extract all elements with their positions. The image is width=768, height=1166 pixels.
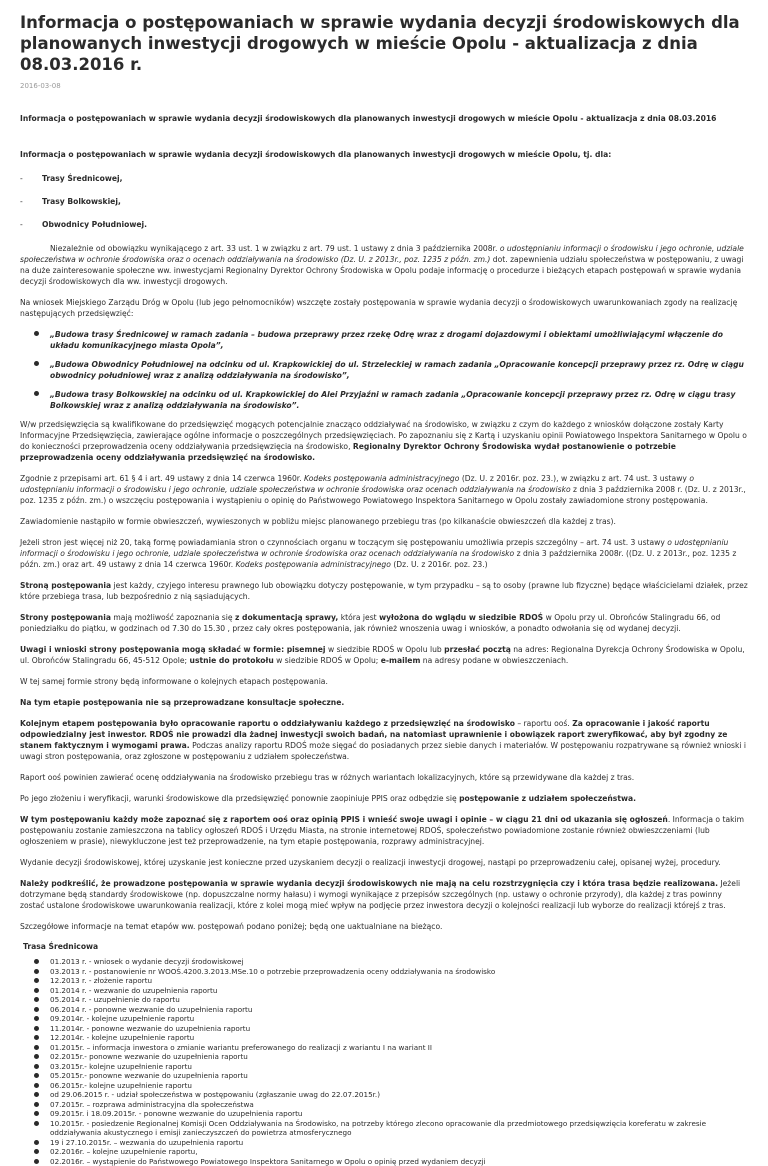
text-bold: Kolejnym etapem postępowania było opracowanie raportu o oddziaływaniu każdego z przedsięwzięć na środowisko — [20, 719, 515, 728]
intro-paragraph: Informacja o postępowaniach w sprawie wydania decyzji środowiskowych dla planowanych inwestycji drogowych w mieście Opolu, tj. dla: — [20, 149, 748, 160]
road-item — [20, 220, 748, 229]
text-italic: o udostępnianiu informacji o środowisku i jego ochronie, udziale społeczeństwa w ochronie środowiska oraz o ocenach oddziaływania na środowisko (Dz. U. z 2013r., poz. 1235 z późn. zm.) — [20, 244, 744, 264]
text-bold: Stroną postępowania — [20, 581, 111, 590]
timeline-item: 09.2014r. - kolejne uzupełnienie raportu — [34, 1014, 748, 1024]
road-label: Trasy Średnicowej, — [42, 174, 123, 183]
list-item: „Budowa Obwodnicy Południowej na odcinku od ul. Krapkowickiej do ul. Strzeleckiej w ramach zadania „Opracowanie koncepcji przeprawy przez rz. Odrę w ciągu obwodnicy południowej wraz z analizą oddziaływania na środowisko”, — [34, 359, 748, 381]
paragraph: Szczegółowe informacje na temat etapów ww. postępowań podano poniżej; będą one uaktualniane na bieżąco. — [20, 921, 748, 932]
page-title: Informacja o postępowaniach w sprawie wydania decyzji środowiskowych dla planowanych inwestycji drogowych w mieście Opolu - aktualizacja z dnia 08.03.2016 r. — [20, 12, 748, 75]
timeline-item: 03.2013 r. - postanowienie nr WOOŚ.4200.3.2013.MSe.10 o potrzebie przeprowadzenia oceny oddziaływania na środowisko — [34, 967, 748, 977]
text: . Informacja o takim postępowaniu zostanie zamieszczona na tablicy ogłoszeń RDOŚ i Urzędu Miasta, na stronie internetowej RDOŚ, społeczeństwo powiadomione zostanie również obwieszczeniami (lub ogłoszeniem w prasie), niewykluczone jest też przeprowadzenie, na tym etapie postępowania, rozprawy administracyjnej. — [20, 815, 744, 846]
timeline-item: od 29.06.2015 r. - udział społeczeństwa w postępowaniu (zgłaszanie uwag do 22.07.2015r.) — [34, 1090, 748, 1100]
text-bold: wyłożona do wglądu w siedzibie RDOŚ — [379, 613, 543, 622]
publish-date: 2016-03-08 — [20, 82, 748, 90]
timeline-item: 19 i 27.10.2015r. – wezwania do uzupełnienia raportu — [34, 1138, 748, 1148]
text-bold: postępowanie z udziałem społeczeństwa. — [459, 794, 636, 803]
text-bold: Na tym etapie postępowania nie są przeprowadzane konsultacje społeczne. — [20, 698, 344, 707]
paragraph: Wydanie decyzji środowiskowej, której uzyskanie jest konieczne przed uzyskaniem decyzji o realizacji inwestycji drogowej, nastąpi po przeprowadzeniu całej, opisanej wyżej, procedury. — [20, 857, 748, 868]
timeline-list — [20, 957, 748, 1166]
timeline-item: 02.2015r.- ponowne wezwanie do uzupełnienia raportu — [34, 1052, 748, 1062]
text-bold: ustnie do protokołu — [190, 656, 274, 665]
text: Po jego złożeniu i weryfikacji, warunki środowiskowe dla przedsięwzięć ponownie zaopiniuje PPIS oraz odbędzie się — [20, 794, 459, 803]
text-italic: Kodeks postępowania administracyjnego — [236, 560, 391, 569]
timeline-item: 11.2014r. - ponowne wezwanie do uzupełnienia raportu — [34, 1024, 748, 1034]
timeline-item: 10.2015r. - posiedzenie Regionalnej Komisji Ocen Oddziaływania na Środowisko, na potrzeby którego zlecono opracowanie dla przedmiotowego przedsięwzięcia koreferatu w zakresie oddziaływania akustycznego i emisji zanieczyszczeń do powietrza atmosferycznego — [34, 1119, 748, 1138]
list-item: „Budowa trasy Bolkowskiej na odcinku od ul. Krapkowickiej do Alei Przyjaźni w ramach zadania „Opracowanie koncepcji przeprawy przez rz. Odrę w ciągu trasy Bolkowskiej wraz z analizą oddziaływania na środowisko”. — [34, 389, 748, 411]
text: W/w przedsięwzięcia są kwalifikowane do przedsięwzięć mogących potencjalnie znacząco oddziaływać na środowisko, w związku z czym do każdego z wniosków dołączone zostały Karty Informacyjne Przedsięwzięcia, zawierające ogólne informacje o poszczególnych przedsięwzięciach. Po zapoznaniu się z Kartą i uzyskaniu opinii Powiatowego Inspektora Sanitarnego w Opolu o do konieczności przeprowadzenia oceny oddziaływania przedsięwzięcia na środowisko, — [20, 420, 747, 451]
timeline-item: 02.2016r. – kolejne uzupełnienie raportu, — [34, 1147, 748, 1157]
road-label: Trasy Bolkowskiej, — [42, 197, 121, 206]
timeline-item: 02.2016r. – wystąpienie do Państwowego Powiatowego Inspektora Sanitarnego w Opolu o opinię przed wydaniem decyzji — [34, 1157, 748, 1166]
text: dot. zapewnienia udziału społeczeństwa w postępowaniu, z uwagi na duże zainteresowanie społeczne ww. inwestycjami Regionalny Dyrektor Ochrony Środowiska w Opolu podaje informację o procedurze i bieżących etapach postępowań w sprawie wydania decyzji środowiskowych dla ww. inwestycji drogowych. — [20, 255, 743, 286]
text-italic: o udostępnianiu informacji o środowisku i jego ochronie, udziale społeczeństwa w ochronie środowiska oraz ocenach oddziaływania na środowisko — [20, 538, 728, 558]
paragraph: Zawiadomienie nastąpiło w formie obwieszczeń, wywieszonych w pobliżu miejsc planowanego przebiegu tras (po kilkanaście obwieszczeń dla każdej z tras). — [20, 516, 748, 527]
text: w Opolu przy ul. Obrońców Stalingradu 66, od poniedziałku do piątku, w godzinach od 7.30 do 15.30 , przez cały okres postępowania, jak również wnoszenia uwag i wniosków, a ponadto odwołania się od wydanej decyzji. — [20, 613, 720, 633]
text-bold: W tym postępowaniu każdy może zapoznać się z raportem ooś oraz opinią PPIS i wnieść swoje uwagi i opinie – w ciągu 21 dni od ukazania się ogłoszeń — [20, 815, 668, 824]
text: Jeżeli stron jest więcej niż 20, taką formę powiadamiania stron o czynnościach organu w toczącym się postępowaniu umożliwia przepis szczególny – art. 74 ust. 3 ustawy — [20, 538, 667, 547]
text: Podczas analizy raportu RDOŚ może sięgać do posiadanych przez siebie danych i materiałów. W postępowaniu rozpatrywane są również wnioski i uwagi stron postępowania, oraz zgłoszone w postępowaniu z udziałem społeczeństwa. — [20, 741, 746, 761]
timeline-item: 05.2014 r. - uzupełnienie do raportu — [34, 995, 748, 1005]
text: na adres: Regionalna Dyrekcja Ochrony Środowiska w Opolu, ul. Obrońców Stalingradu 66, 45-512 Opole; — [20, 645, 745, 665]
text-bold: e-mailem — [381, 656, 421, 665]
text: z dnia 3 października 2008 r. (Dz. U. z 2013r., poz. 1235 z późn. zm.) o wszczęciu postępowania i wystąpieniu o opinię do Państwowego Powiatowego Inspektora Sanitarnego w Opolu zostały zawiadomione strony postępowania. — [20, 485, 746, 505]
paragraph: W tej samej formie strony będą informowane o kolejnych etapach postępowania. — [20, 676, 748, 687]
text: mają możliwość zapoznania się — [111, 613, 235, 622]
paragraph — [20, 537, 748, 570]
paragraph — [20, 878, 748, 911]
text-italic: o udostępnianiu informacji o środowisku i jego ochronie, udziale społeczeństwa w ochronie środowiska oraz ocenach oddziaływania na środowisko — [20, 474, 694, 494]
timeline-item: 12.2013 r. - złożenie raportu — [34, 976, 748, 986]
project-list — [20, 329, 748, 411]
text: – raportu ooś. — [515, 719, 572, 728]
paragraph — [20, 814, 748, 847]
paragraph — [20, 580, 748, 602]
text: w siedzibie RDOŚ w Opolu; — [274, 656, 381, 665]
paragraph: Raport ooś powinien zawierać ocenę oddziaływania na środowisko przebiegu tras w różnych wariantach lokalizacyjnych, które są przewidywane dla każdej z tras. — [20, 772, 748, 783]
paragraph — [20, 793, 748, 804]
text-bold: Regionalny Dyrektor Ochrony Środowiska wydał postanowienie o potrzebie przeprowadzenia oceny oddziaływania przedsięwzięć na środowisko. — [20, 442, 676, 462]
timeline-item: 06.2015r.- kolejne uzupełnienie raportu — [34, 1081, 748, 1091]
list-item: „Budowa trasy Średnicowej w ramach zadania – budowa przeprawy przez rzekę Odrę wraz z drogami dojazdowymi i obiektami umożliwiającymi włączenie do układu komunikacyjnego miasta Opola”, — [34, 329, 748, 351]
road-item — [20, 174, 748, 183]
text-bold: Za opracowanie i jakość raportu odpowiedzialny jest inwestor. RDOŚ nie prowadzi dla żadnej inwestycji swoich badań, na natomiast uprawnienie i obowiązek raport zweryfikować, aby był zgodny ze stanem faktycznym i wymogami prawa. — [20, 719, 727, 750]
timeline-item: 09.2015r. i 18.09.2015r. - ponowne wezwanie do uzupełnienia raportu — [34, 1109, 748, 1119]
dash-marker: - — [20, 220, 42, 229]
text-bold: przesłać pocztą — [444, 645, 511, 654]
text: która jest — [338, 613, 379, 622]
lead-paragraph: Informacja o postępowaniach w sprawie wydania decyzji środowiskowych dla planowanych inwestycji drogowych w mieście Opolu - aktualizacja z dnia 08.03.2016 — [20, 113, 748, 124]
timeline-item: 03.2015r.- kolejne uzupełnienie raportu — [34, 1062, 748, 1072]
timeline-item: 06.2014 r. - ponowne wezwanie do uzupełnienia raportu — [34, 1005, 748, 1015]
text-bold: Należy podkreślić, że prowadzone postępowania w sprawie wydania decyzji środowiskowych nie mają na celu rozstrzygnięcia czy i która trasa będzie realizowana. — [20, 879, 718, 888]
text: Niezależnie od obowiązku wynikającego z art. 33 ust. 1 w związku z art. 79 ust. 1 ustawy z dnia 3 października 2008r. — [50, 244, 500, 253]
timeline-item: 07.2015r. – rozprawa administracyjna dla społeczeństwa — [34, 1100, 748, 1110]
paragraph — [20, 419, 748, 463]
road-label: Obwodnicy Południowej. — [42, 220, 147, 229]
paragraph — [20, 243, 748, 287]
road-item — [20, 197, 748, 206]
text: na adresy podane w obwieszczeniach. — [420, 656, 568, 665]
timeline-item: 01.2014 r. - wezwanie do uzupełnienia raportu — [34, 986, 748, 996]
text: w siedzibie RDOŚ w Opolu lub — [326, 645, 445, 654]
paragraph — [20, 697, 748, 708]
paragraph: Na wniosek Miejskiego Zarządu Dróg w Opolu (lub jego pełnomocników) wszczęte zostały postępowania w sprawie wydania decyzji o środowiskowych uwarunkowaniach zgody na realizację następujących przedsięwzięć: — [20, 297, 748, 319]
text: (Dz. U. z 2016r. poz. 23.), w związku z art. 74 ust. 3 ustawy — [459, 474, 689, 483]
timeline-item: 12.2014r. - kolejne uzupełnienie raportu — [34, 1033, 748, 1043]
text: z dnia 3 października 2008r. ((Dz. U. z 2013r., poz. 1235 z późn. zm.) oraz art. 49 ustawy z dnia 14 czerwca 1960r. — [20, 549, 736, 569]
paragraph — [20, 473, 748, 506]
text-italic: Kodeks postępowania administracyjnego — [304, 474, 459, 483]
text-bold: z dokumentacją sprawy, — [235, 613, 338, 622]
text: Jeżeli dotrzymane będą standardy środowiskowe (np. dopuszczalne normy hałasu) i wymogi wynikające z przepisów szczególnych (np. ustawy o ochronie przyrody), dla każdej z tras powinny zostać ustalone środowiskowe uwarunkowania realizacji, które z kolei mogą mieć wpływ na podjęcie przez inwestora decyzji o kolejności realizacji lub wyborze do realizacji którejś z tras. — [20, 879, 740, 910]
text-bold: Strony postępowania — [20, 613, 111, 622]
paragraph — [20, 644, 748, 666]
paragraph — [20, 612, 748, 634]
text-bold: Uwagi i wnioski strony postępowania mogą składać w formie: pisemnej — [20, 645, 326, 654]
dash-marker: - — [20, 197, 42, 206]
dash-marker: - — [20, 174, 42, 183]
paragraph — [20, 718, 748, 762]
text: Zgodnie z przepisami art. 61 § 4 i art. 49 ustawy z dnia 14 czerwca 1960r. — [20, 474, 304, 483]
section-heading: Trasa Średnicowa — [23, 942, 748, 951]
timeline-item: 01.2015r. – informacja inwestora o zmianie wariantu preferowanego do realizacji z wariantu I na wariant II — [34, 1043, 748, 1053]
text: (Dz. U. z 2016r. poz. 23.) — [391, 560, 488, 569]
timeline-item: 01.2013 r. - wniosek o wydanie decyzji środowiskowej — [34, 957, 748, 967]
timeline-item: 05.2015r.- ponowne wezwanie do uzupełnienia raportu — [34, 1071, 748, 1081]
text: jest każdy, czyjego interesu prawnego lub obowiązku dotyczy postępowanie, w tym przypadku – są to osoby (prawne lub fizyczne) będące właścicielami działek, przez które przebiega trasa, lub bezpośrednio z nią sąsiadujących. — [20, 581, 748, 601]
